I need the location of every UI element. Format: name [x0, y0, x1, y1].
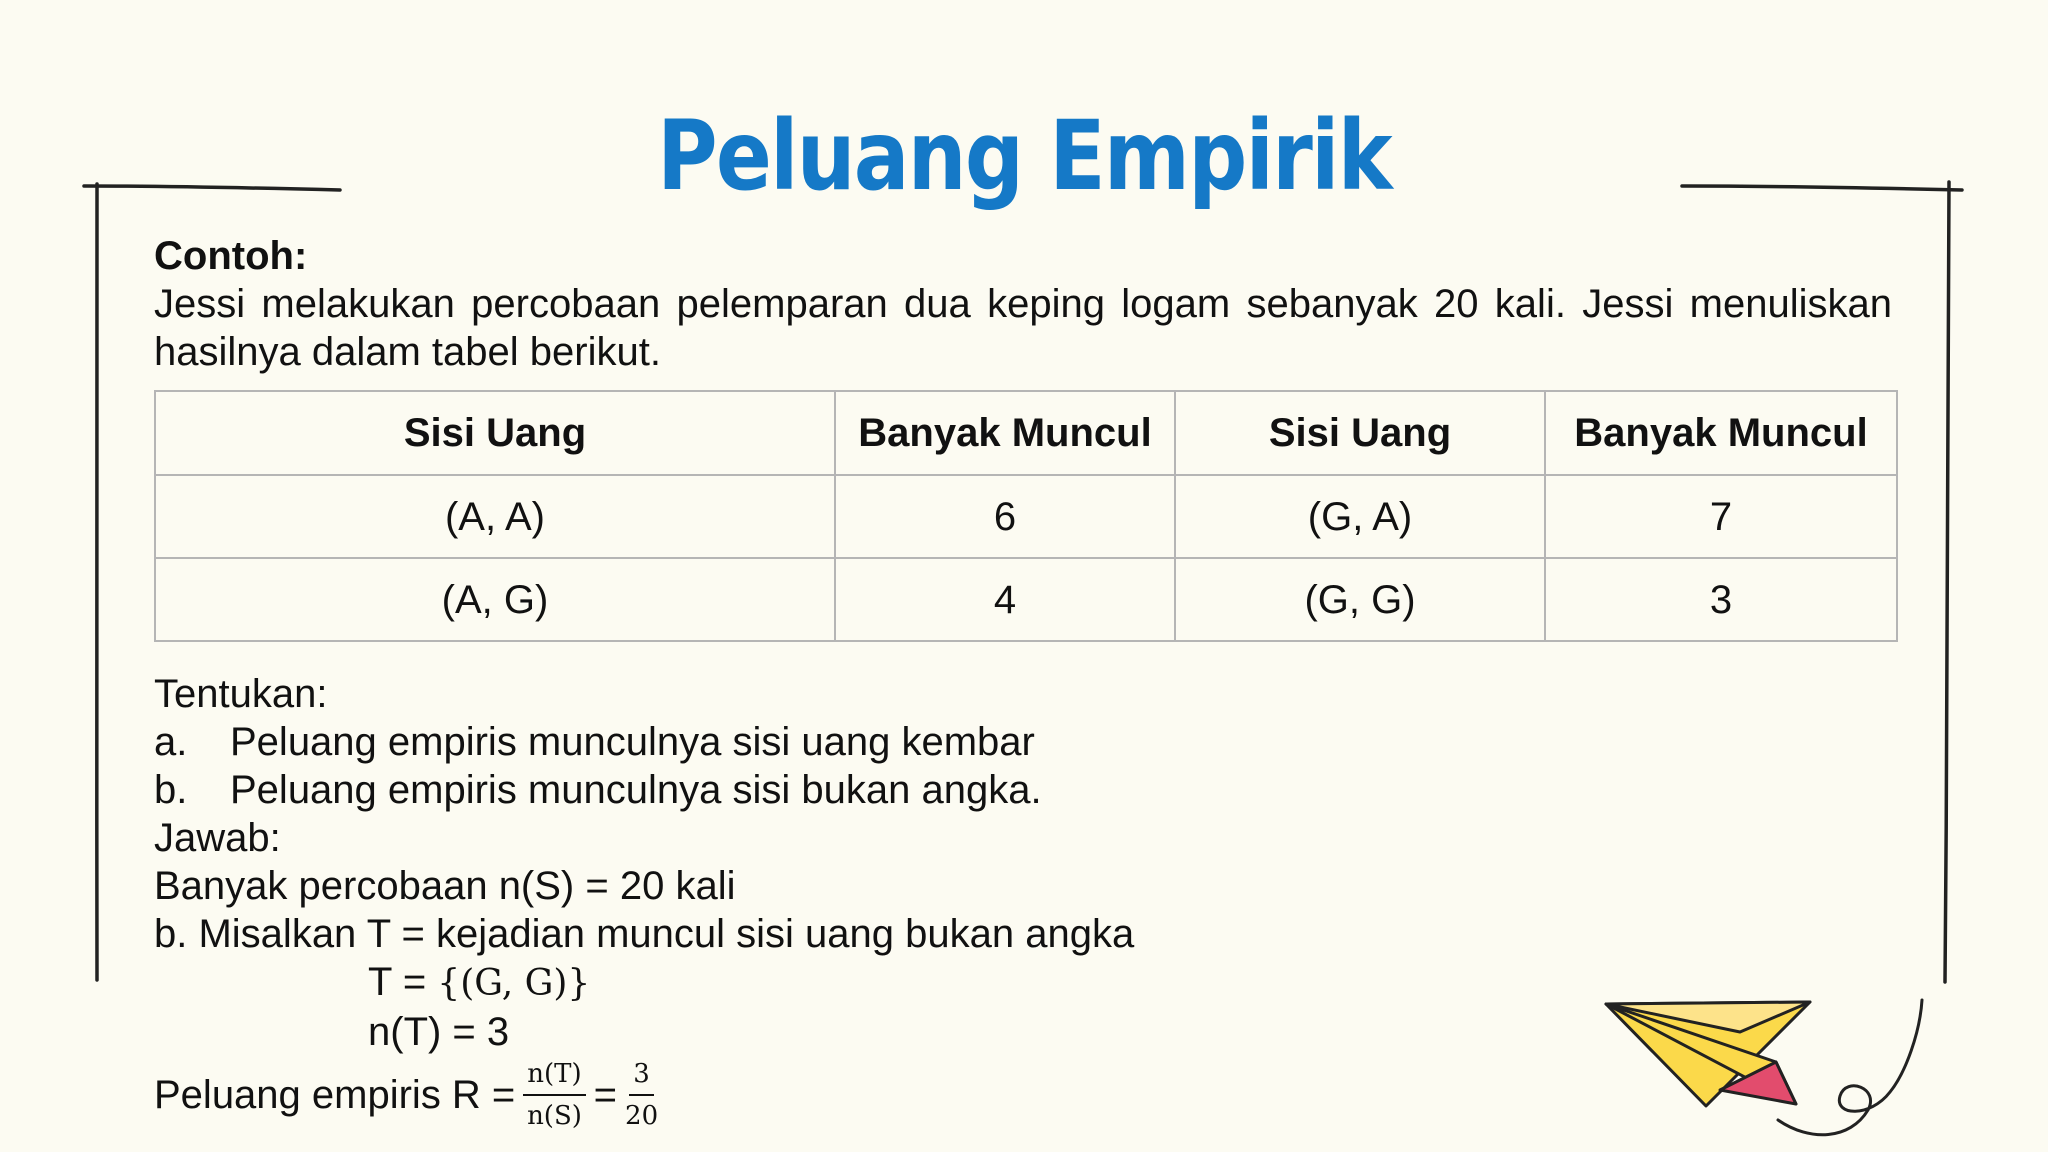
page-title: Peluang Empirik: [657, 100, 1391, 212]
question-label: b.: [154, 768, 188, 812]
example-heading: Contoh:: [154, 234, 308, 278]
table-header: Sisi Uang: [155, 391, 835, 475]
question-item: [154, 718, 1892, 766]
table-cell: 4: [835, 558, 1175, 641]
table-cell: 6: [835, 475, 1175, 558]
fraction-numerator: n(T): [523, 1058, 585, 1096]
table-header: Banyak Muncul: [835, 391, 1175, 475]
jawab-label: Jawab:: [154, 816, 281, 860]
paper-plane-icon: [1600, 992, 1930, 1142]
answer-t-prefix: T =: [368, 960, 438, 1004]
table-cell: (G, A): [1175, 475, 1545, 558]
fraction-result: [625, 1058, 658, 1132]
fraction-numerator: 3: [629, 1058, 654, 1096]
answer-final-prefix: Peluang empiris R =: [154, 1073, 516, 1117]
table-header: Sisi Uang: [1175, 391, 1545, 475]
question-text: Peluang empiris munculnya sisi uang kembar: [230, 720, 1035, 764]
question-item: [154, 766, 1892, 814]
table-cell: (G, G): [1175, 558, 1545, 641]
fraction-denominator: 20: [625, 1101, 659, 1131]
answer-ns: Banyak percobaan n(S) = 20 kali: [154, 864, 736, 908]
intro-text: Jessi melakukan percobaan pelemparan dua keping logam sebanyak 20 kali. Jessi menuliskan hasilnya dalam tabel berikut.: [154, 282, 1892, 374]
table-cell: (A, A): [155, 475, 835, 558]
fraction-denominator: n(S): [527, 1101, 582, 1131]
table-header-row: [155, 391, 1897, 475]
table-header: Banyak Muncul: [1545, 391, 1897, 475]
table-cell: 3: [1545, 558, 1897, 641]
table-row: [155, 475, 1897, 558]
table-cell: (A, G): [155, 558, 835, 641]
question-label: a.: [154, 720, 188, 764]
tentukan-label: Tentukan:: [154, 672, 328, 716]
fraction-nt-ns: [523, 1058, 585, 1132]
answer-b-intro: b. Misalkan T = kejadian muncul sisi uang bukan angka: [154, 912, 1135, 956]
equals-sign: =: [593, 1073, 618, 1117]
table-row: [155, 558, 1897, 641]
table-cell: 7: [1545, 475, 1897, 558]
answer-t-set: {(G, G)}: [437, 963, 591, 1004]
answer-nt: n(T) = 3: [368, 1010, 510, 1054]
question-text: Peluang empiris munculnya sisi bukan angka.: [230, 768, 1042, 812]
results-table: [154, 390, 1898, 642]
